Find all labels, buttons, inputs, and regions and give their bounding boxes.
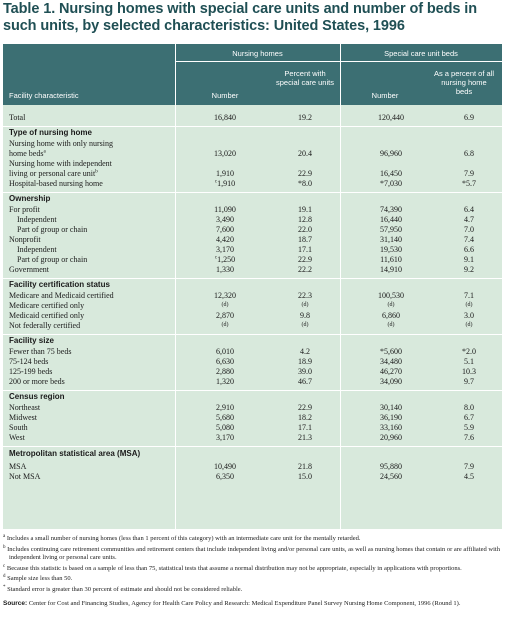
cell-nh-percent: 12.8 — [298, 215, 312, 224]
column-header-beds-percent: As a percent of all nursing home beds — [433, 69, 495, 96]
cell-beds-percent: 9.1 — [464, 255, 474, 264]
cell-nh-number: 5,680 — [216, 413, 234, 422]
group-header-special-care-beds: Special care unit beds — [384, 49, 458, 58]
data-table — [3, 44, 502, 529]
row-label: Medicare certified only — [9, 301, 85, 310]
cell-beds-number: 95,880 — [380, 462, 402, 471]
row-label: Hospital-based nursing home — [9, 179, 103, 188]
cell-nh-number: 2,870 — [216, 311, 234, 320]
row-separator — [3, 446, 502, 447]
row-separator — [3, 390, 502, 391]
column-header-nh-number: Number — [211, 91, 239, 100]
footnote-c: $^c$ Because this statistic is based on a sample of less than 75, statistical tests that assume a normal distribution may not be appropriate, especially in applications with proportions. — [3, 563, 462, 572]
row-label: 75-124 beds — [9, 357, 49, 366]
footnote-mark: a — [43, 149, 46, 155]
row-label: living or personal care unit$^b$ — [9, 169, 98, 178]
table-row — [3, 433, 502, 443]
cell-nh-number: $^c$1,250 — [214, 255, 236, 264]
row-label: Northeast — [9, 403, 41, 412]
row-label: home beds$^a$ — [9, 149, 46, 158]
footnote-star: * Standard error is greater than 30 percent of estimate and should not be considered reliable. — [3, 584, 243, 593]
table-row — [3, 301, 502, 311]
table-row — [3, 311, 502, 321]
row-label: Part of group or chain — [17, 225, 88, 234]
cell-beds-percent: 6.6 — [464, 245, 474, 254]
cell-nh-number: 1,330 — [216, 265, 234, 274]
table-row — [3, 215, 502, 225]
table-row — [3, 245, 502, 255]
cell-nh-percent: 22.9 — [298, 403, 312, 412]
cell-nh-number: 3,170 — [216, 433, 234, 442]
cell-nh-number: 2,910 — [216, 403, 234, 412]
table-row-total — [3, 113, 502, 123]
row-label: Independent — [17, 245, 57, 254]
cell-beds-percent: 6.4 — [464, 205, 474, 214]
cell-nh-number: 2,880 — [216, 367, 234, 376]
column-header-nh-percent: Percent with special care units — [276, 69, 334, 87]
cell-beds-number: 11,610 — [380, 255, 402, 264]
group-header-nursing-homes: Nursing homes — [232, 49, 283, 58]
column-header-characteristic: Facility characteristic — [9, 91, 79, 100]
table-row — [3, 149, 502, 159]
cell-nh-percent: 18.9 — [298, 357, 312, 366]
cell-beds-number: 16,450 — [380, 169, 402, 178]
cell-beds-number: (d) — [387, 322, 395, 328]
cell-beds-percent: 7.9 — [464, 462, 474, 471]
cell-beds-number: 34,480 — [380, 357, 402, 366]
table-row — [3, 367, 502, 377]
cell-nh-number: (d) — [221, 302, 229, 308]
cell-nh-number: 6,350 — [216, 472, 234, 481]
cell-nh-percent: 18.7 — [298, 235, 312, 244]
row-label: Government — [9, 265, 49, 274]
cell-nh-percent: 22.3 — [298, 291, 312, 300]
row-label: Not federally certified — [9, 321, 81, 330]
cell-beds-number: 31,140 — [380, 235, 402, 244]
row-label: Independent — [17, 215, 57, 224]
row-separator — [3, 192, 502, 193]
cell-beds-number: 57,950 — [380, 225, 402, 234]
cell-beds-number: 100,530 — [378, 291, 404, 300]
row-label: Midwest — [9, 413, 37, 422]
cell-nh-percent: 20.4 — [298, 149, 312, 158]
section-heading-size: Facility size — [9, 336, 54, 345]
cell-beds-percent: *2.0 — [462, 347, 476, 356]
cell-nh-number: 1,320 — [216, 377, 234, 386]
cell-nh-number: 6,630 — [216, 357, 234, 366]
section-heading-certification: Facility certification status — [9, 280, 110, 289]
table-row — [3, 403, 502, 413]
row-label: Not MSA — [9, 472, 41, 481]
cell-beds-percent: (d) — [465, 302, 473, 308]
table-row — [3, 159, 502, 169]
cell-beds-percent: 6.8 — [464, 149, 474, 158]
cell-nh-percent: 9.8 — [300, 311, 310, 320]
section-heading-msa: Metropolitan statistical area (MSA) — [9, 449, 141, 458]
row-label: Part of group or chain — [17, 255, 88, 264]
cell-beds-number: 24,560 — [380, 472, 402, 481]
row-label: Nursing home with only nursing — [9, 139, 113, 148]
table-row — [3, 413, 502, 423]
table-row — [3, 472, 502, 482]
cell-nh-number: 7,600 — [216, 225, 234, 234]
cell-beds-percent: 9.2 — [464, 265, 474, 274]
cell-nh-percent: 19.2 — [298, 113, 312, 122]
cell-beds-number: 96,960 — [380, 149, 402, 158]
cell-beds-percent: 7.1 — [464, 291, 474, 300]
cell-beds-number: 20,960 — [380, 433, 402, 442]
cell-nh-number: 3,490 — [216, 215, 234, 224]
cell-beds-percent: 7.4 — [464, 235, 474, 244]
cell-nh-percent: 22.0 — [298, 225, 312, 234]
cell-beds-percent: 9.7 — [464, 377, 474, 386]
table-body — [3, 105, 502, 529]
cell-nh-percent: 21.8 — [298, 462, 312, 471]
row-label: MSA — [9, 462, 27, 471]
cell-nh-percent: 46.7 — [298, 377, 312, 386]
footnote-b: $^b$ Includes continuing care retirement communities and retirement centers that include independent living and/or personal care units, as well as nursing homes that contain or are affiliated with independent living or personal care units. — [3, 544, 500, 561]
cell-beds-percent: 7.6 — [464, 433, 474, 442]
cell-beds-percent: 4.5 — [464, 472, 474, 481]
cell-nh-percent: 17.1 — [298, 423, 312, 432]
cell-beds-percent: 8.0 — [464, 403, 474, 412]
cell-nh-number: 11,090 — [214, 205, 236, 214]
cell-beds-number: 36,190 — [380, 413, 402, 422]
row-label: 200 or more beds — [9, 377, 65, 386]
table-title: Table 1. Nursing homes with special care units and number of beds in such units, by selected characteristics: United States, 1996 — [3, 1, 477, 34]
cell-beds-number: 46,270 — [380, 367, 402, 376]
column-header-beds-number: Number — [371, 91, 399, 100]
cell-beds-percent: 5.1 — [464, 357, 474, 366]
cell-nh-number: 1,910 — [216, 169, 234, 178]
table-row — [3, 377, 502, 387]
cell-nh-number: 3,170 — [216, 245, 234, 254]
section-heading-region: Census region — [9, 392, 65, 401]
cell-beds-number: *7,030 — [380, 179, 402, 188]
cell-beds-percent: *5.7 — [462, 179, 476, 188]
cell-nh-number: 16,840 — [214, 113, 236, 122]
table-row — [3, 169, 502, 179]
table-row — [3, 462, 502, 472]
table-row — [3, 225, 502, 235]
section-heading-ownership: Ownership — [9, 194, 51, 203]
cell-nh-percent: 18.2 — [298, 413, 312, 422]
cell-nh-percent: 19.1 — [298, 205, 312, 214]
cell-beds-percent: 6.9 — [464, 113, 474, 122]
table-header — [3, 44, 502, 105]
table-row — [3, 235, 502, 245]
cell-nh-percent: 22.2 — [298, 265, 312, 274]
cell-beds-number: 16,440 — [380, 215, 402, 224]
footnote-mark: c — [214, 255, 218, 261]
row-label: Total — [9, 113, 26, 122]
row-label: Medicare and Medicaid certified — [9, 291, 114, 300]
cell-nh-percent: (d) — [301, 302, 309, 308]
cell-beds-percent: 7.0 — [464, 225, 474, 234]
cell-beds-number: 30,140 — [380, 403, 402, 412]
row-separator — [3, 278, 502, 279]
cell-beds-percent: 7.9 — [464, 169, 474, 178]
row-label: South — [9, 423, 28, 432]
cell-nh-number: 12,320 — [214, 291, 236, 300]
cell-beds-percent: 3.0 — [464, 311, 474, 320]
cell-beds-number: 19,530 — [380, 245, 402, 254]
cell-nh-number: 10,490 — [214, 462, 236, 471]
cell-beds-percent: 10.3 — [462, 367, 476, 376]
table-row — [3, 179, 502, 189]
footnote-mark: b — [95, 169, 98, 175]
cell-nh-percent: 21.3 — [298, 433, 312, 442]
cell-nh-number: (d) — [221, 322, 229, 328]
table-row — [3, 139, 502, 149]
footnote-a: $^a$ Includes a small number of nursing homes (less than 1 percent of this category) with an intermediate care unit for the mentally retarded. — [3, 533, 361, 542]
cell-beds-percent: 4.7 — [464, 215, 474, 224]
cell-beds-number: 14,910 — [380, 265, 402, 274]
table-row — [3, 347, 502, 357]
cell-nh-percent: 22.9 — [298, 255, 312, 264]
table-row — [3, 265, 502, 275]
cell-nh-number: $^c$1,910 — [214, 179, 236, 188]
group-underline — [340, 61, 502, 62]
table-row — [3, 205, 502, 215]
cell-nh-number: 6,010 — [216, 347, 234, 356]
cell-nh-percent: 22.9 — [298, 169, 312, 178]
table-row — [3, 255, 502, 265]
row-label: 125-199 beds — [9, 367, 53, 376]
cell-nh-percent: (d) — [301, 322, 309, 328]
cell-beds-number: *5,600 — [380, 347, 402, 356]
cell-beds-number: 120,440 — [378, 113, 404, 122]
footnotes — [3, 535, 502, 611]
row-label: Fewer than 75 beds — [9, 347, 72, 356]
cell-nh-number: 4,420 — [216, 235, 234, 244]
section-heading-type: Type of nursing home — [9, 128, 92, 137]
cell-nh-number: 13,020 — [214, 149, 236, 158]
row-label: Nursing home with independent — [9, 159, 112, 168]
table-row — [3, 321, 502, 331]
cell-beds-percent: 6.7 — [464, 413, 474, 422]
cell-nh-percent: 39.0 — [298, 367, 312, 376]
cell-beds-percent: 5.9 — [464, 423, 474, 432]
footnote-d: $^d$ Sample size less than 50. — [3, 573, 73, 582]
cell-nh-percent: *8.0 — [298, 179, 312, 188]
table-row — [3, 291, 502, 301]
row-label: Nonprofit — [9, 235, 41, 244]
cell-nh-number: 5,080 — [216, 423, 234, 432]
cell-nh-percent: 15.0 — [298, 472, 312, 481]
cell-beds-percent: (d) — [465, 322, 473, 328]
table-row — [3, 423, 502, 433]
cell-beds-number: 6,860 — [382, 311, 400, 320]
source-note: Source: Center for Cost and Financing Studies, Agency for Health Care Policy and Research: Medical Expenditure Panel Survey Nursing Home Component, 1996 (Round 1). — [3, 600, 461, 607]
row-label: West — [9, 433, 25, 442]
cell-beds-number: 33,160 — [380, 423, 402, 432]
cell-nh-percent: 4.2 — [300, 347, 310, 356]
cell-beds-number: 34,090 — [380, 377, 402, 386]
row-separator — [3, 126, 502, 127]
cell-nh-percent: 17.1 — [298, 245, 312, 254]
cell-beds-number: (d) — [387, 302, 395, 308]
row-separator — [3, 334, 502, 335]
table-row — [3, 357, 502, 367]
row-label: Medicaid certified only — [9, 311, 85, 320]
footnote-mark: c — [214, 179, 218, 185]
group-underline — [175, 61, 340, 62]
cell-beds-number: 74,390 — [380, 205, 402, 214]
row-label: For profit — [9, 205, 40, 214]
